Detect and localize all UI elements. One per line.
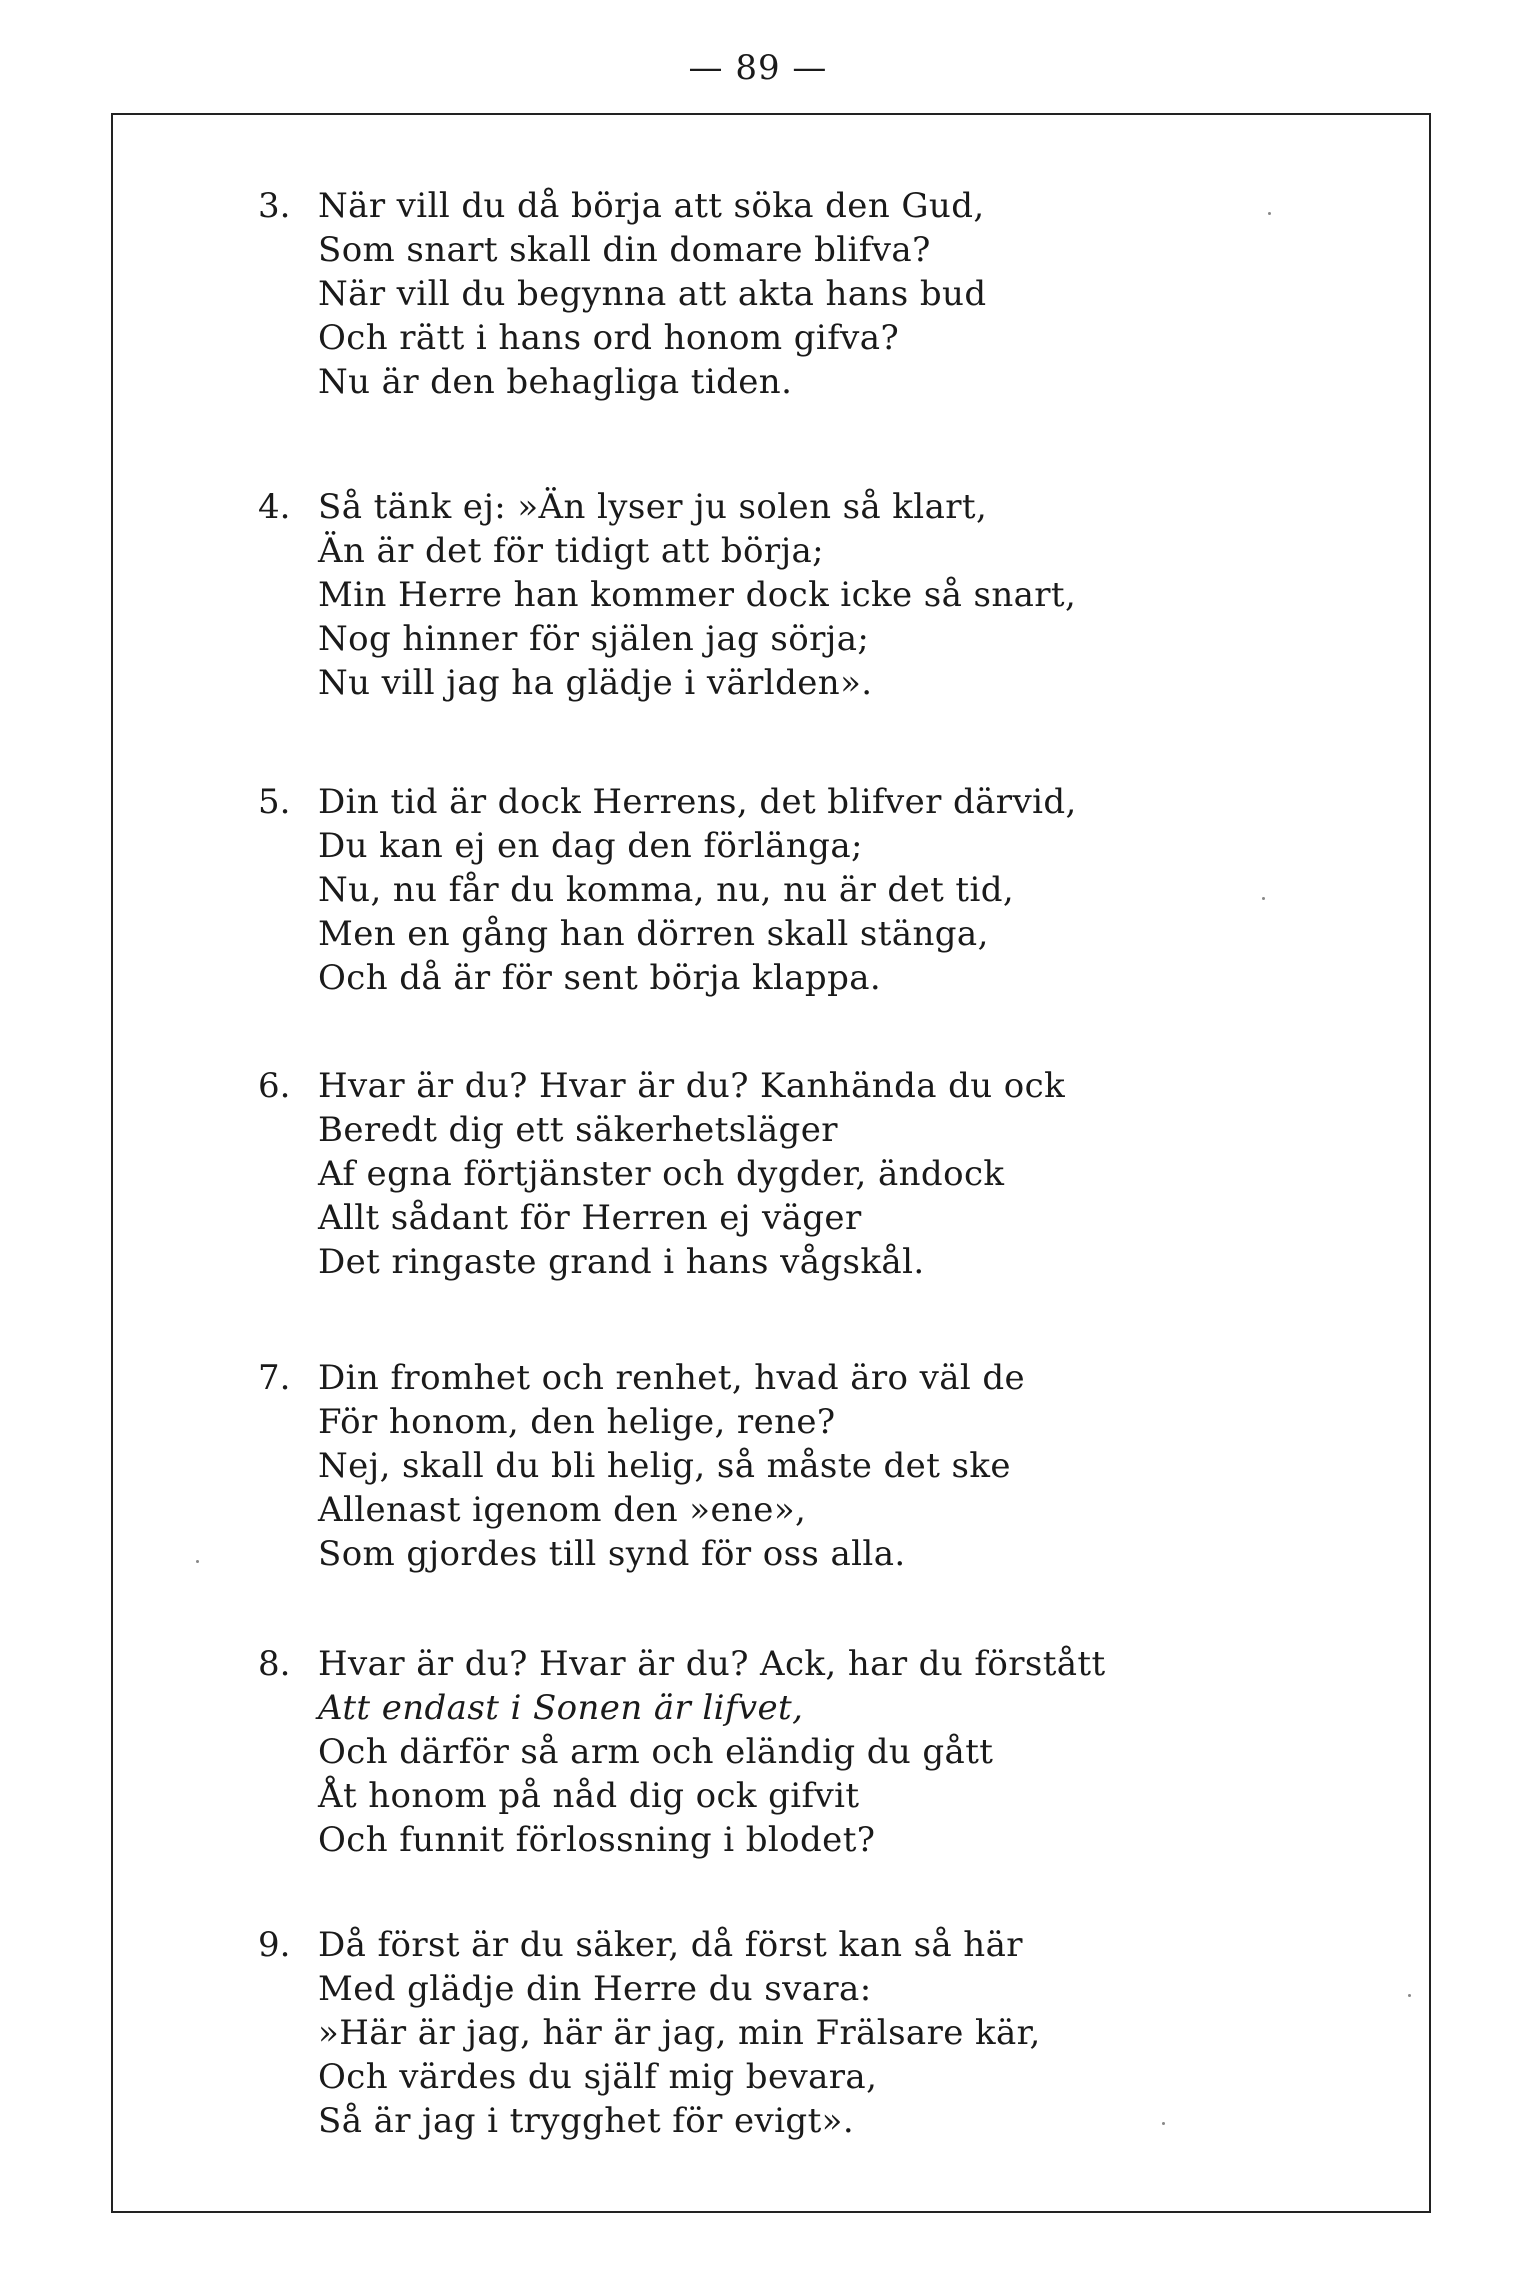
verse-line: Nej, skall du bli helig, så måste det ske: [318, 1446, 1011, 1486]
scan-speck: [1408, 1994, 1411, 1997]
verse-line: Och därför så arm och eländig du gått: [318, 1732, 994, 1772]
verse-line: Och funnit förlossning i blodet?: [318, 1820, 876, 1860]
verse-line: Som gjordes till synd för oss alla.: [318, 1534, 906, 1574]
verse-line: Och värdes du själf mig bevara,: [318, 2057, 878, 2097]
page-number: — 89 —: [688, 48, 828, 88]
verse-line: Beredt dig ett säkerhetsläger: [318, 1110, 838, 1150]
stanza-5: [258, 780, 1258, 1000]
stanza-number: 8.: [258, 1644, 291, 1684]
verse-line: Så tänk ej: »Än lyser ju solen så klart,: [318, 487, 988, 527]
verse-line: Nu, nu får du komma, nu, nu är det tid,: [318, 870, 1015, 910]
verse-line: Och då är för sent börja klappa.: [318, 958, 882, 998]
stanza-3: [258, 184, 1258, 404]
stanza-number: 4.: [258, 487, 291, 527]
verse-line: Din tid är dock Herrens, det blifver därvid,: [318, 782, 1077, 822]
verse-line: Hvar är du? Hvar är du? Kanhända du ock: [318, 1066, 1066, 1106]
verse-line: Men en gång han dörren skall stänga,: [318, 914, 989, 954]
stanza-8: [258, 1642, 1258, 1862]
verse-line: Nu är den behagliga tiden.: [318, 362, 793, 402]
stanza-number: 5.: [258, 782, 291, 822]
verse-line: Det ringaste grand i hans vågskål.: [318, 1242, 925, 1282]
verse-line: Nog hinner för själen jag sörja;: [318, 619, 870, 659]
scan-speck: [1268, 212, 1271, 215]
verse-line: Med glädje din Herre du svara:: [318, 1969, 872, 2009]
stanza-9: [258, 1923, 1258, 2143]
verse-line: Af egna förtjänster och dygder, ändock: [318, 1154, 1005, 1194]
verse-line: »Här är jag, här är jag, min Frälsare kär,: [318, 2013, 1041, 2053]
verse-line: Allenast igenom den »ene»,: [318, 1490, 807, 1530]
verse-line: Din fromhet och renhet, hvad äro väl de: [318, 1358, 1026, 1398]
verse-line: Då först är du säker, då först kan så här: [318, 1925, 1023, 1965]
verse-line: Att endast i Sonen är lifvet,: [318, 1688, 804, 1728]
stanza-number: 9.: [258, 1925, 291, 1965]
verse-line: Än är det för tidigt att börja;: [318, 531, 825, 571]
stanza-number: 3.: [258, 186, 291, 226]
verse-line: Allt sådant för Herren ej väger: [318, 1198, 862, 1238]
verse-line: Nu vill jag ha glädje i världen».: [318, 663, 873, 703]
verse-line: För honom, den helige, rene?: [318, 1402, 836, 1442]
verse-line: Min Herre han kommer dock icke så snart,: [318, 575, 1077, 615]
verse-line: Du kan ej en dag den förlänga;: [318, 826, 863, 866]
stanza-number: 7.: [258, 1358, 291, 1398]
verse-line: Så är jag i trygghet för evigt».: [318, 2101, 855, 2141]
stanza-4: [258, 485, 1258, 705]
verse-line: När vill du begynna att akta hans bud: [318, 274, 987, 314]
verse-line: Hvar är du? Hvar är du? Ack, har du förstått: [318, 1644, 1106, 1684]
scan-speck: [196, 1560, 199, 1563]
scan-speck: [1162, 2122, 1165, 2125]
stanza-6: [258, 1064, 1258, 1284]
verse-line: Som snart skall din domare blifva?: [318, 230, 931, 270]
stanza-number: 6.: [258, 1066, 291, 1106]
verse-line: Och rätt i hans ord honom gifva?: [318, 318, 900, 358]
verse-line: När vill du då börja att söka den Gud,: [318, 186, 985, 226]
scan-speck: [1262, 897, 1265, 900]
stanza-7: [258, 1356, 1258, 1576]
verse-line: Åt honom på nåd dig ock gifvit: [318, 1776, 860, 1816]
